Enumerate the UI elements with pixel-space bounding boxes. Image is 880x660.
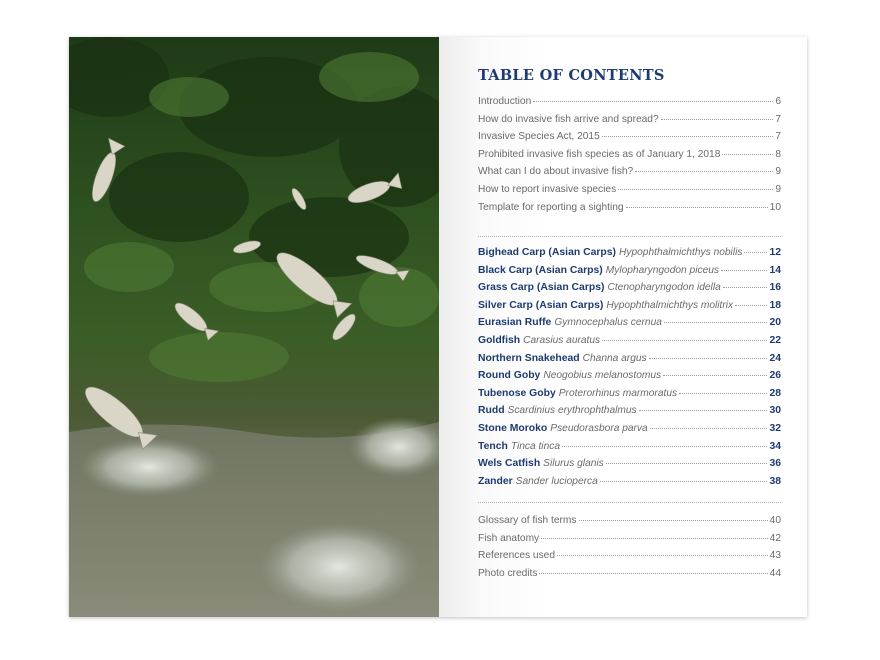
dot-leader	[557, 555, 768, 556]
dot-leader	[539, 573, 767, 574]
dot-leader	[562, 446, 767, 447]
species-entry	[478, 247, 781, 265]
species-common-name: Stone Moroko	[478, 422, 548, 434]
species-entry	[478, 317, 781, 335]
species-scientific-name: Pseudorasbora parva	[550, 422, 648, 434]
species-entry	[478, 458, 781, 476]
toc-page-number: 28	[769, 387, 781, 399]
toc-page-number: 9	[775, 183, 781, 195]
dot-leader	[606, 463, 768, 464]
booklet-spread	[69, 37, 807, 617]
dot-leader	[661, 119, 774, 120]
species-entry	[478, 441, 781, 459]
toc-page-number: 26	[769, 370, 781, 382]
species-entry	[478, 476, 781, 494]
toc-page-number: 9	[775, 166, 781, 178]
toc-entry	[478, 131, 781, 149]
toc-page-number: 38	[769, 475, 781, 487]
toc-entry	[478, 202, 781, 220]
toc-page-number: 22	[769, 334, 781, 346]
toc-entry-label: Prohibited invasive fish species as of January 1, 2018	[478, 148, 721, 160]
toc-page-number: 34	[769, 440, 781, 452]
toc-entry	[478, 533, 781, 551]
species-entry	[478, 353, 781, 371]
toc-page-number: 8	[775, 148, 781, 160]
species-common-name: Grass Carp (Asian Carps)	[478, 282, 605, 294]
dot-leader	[664, 322, 768, 323]
species-scientific-name: Hypophthalmichthys nobilis	[619, 247, 743, 258]
toc-page-number: 20	[769, 317, 781, 329]
dot-leader	[602, 340, 767, 341]
toc-page-number: 36	[769, 458, 781, 470]
dot-leader	[744, 252, 767, 253]
species-scientific-name: Proterorhinus marmoratus	[558, 387, 678, 399]
dot-leader	[679, 393, 767, 394]
toc-entry	[478, 515, 781, 533]
species-scientific-name: Mylopharyngodon piceus	[605, 264, 720, 276]
dot-leader	[579, 520, 768, 521]
splash-center	[259, 522, 419, 612]
species-entry	[478, 335, 781, 353]
species-scientific-name: Gymnocephalus cernua	[554, 317, 662, 329]
dot-leader	[723, 287, 768, 288]
species-scientific-name: Ctenopharyngodon idella	[607, 282, 721, 294]
species-common-name: Wels Catfish	[478, 458, 541, 470]
species-common-name: Zander	[478, 475, 513, 487]
toc-entry-label: Fish anatomy	[478, 532, 540, 544]
general-section	[478, 96, 781, 219]
toc-page-number: 24	[769, 352, 781, 364]
toc-entry	[478, 184, 781, 202]
toc-entry-label: Photo credits	[478, 567, 538, 579]
dot-leader	[649, 358, 768, 359]
species-scientific-name: Neogobius melanostomus	[543, 370, 662, 382]
species-scientific-name: Scardinius erythrophthalmus	[507, 405, 637, 417]
dot-leader	[639, 410, 768, 411]
toc-page-number: 44	[769, 567, 781, 579]
species-entry	[478, 265, 781, 283]
species-common-name: Eurasian Ruffe	[478, 317, 552, 329]
dot-leader	[618, 189, 773, 190]
back-matter-section	[478, 515, 781, 585]
species-common-name: Silver Carp (Asian Carps)	[478, 299, 604, 311]
toc-entry	[478, 96, 781, 114]
dot-leader	[735, 305, 767, 306]
toc-entry	[478, 568, 781, 586]
page-title: TABLE OF CONTENTS	[478, 67, 665, 84]
species-scientific-name: Silurus glanis	[543, 458, 604, 470]
toc-page-number: 10	[769, 201, 781, 213]
species-common-name: Round Goby	[478, 370, 541, 382]
species-common-name: Tubenose Goby	[478, 387, 556, 399]
toc-entry	[478, 550, 781, 568]
section-divider	[478, 236, 781, 237]
toc-entry	[478, 166, 781, 184]
toc-entry	[478, 114, 781, 132]
dot-leader	[663, 375, 767, 376]
species-common-name: Bighead Carp (Asian Carps)	[478, 247, 616, 258]
species-entry	[478, 388, 781, 406]
species-common-name: Northern Snakehead	[478, 352, 580, 364]
toc-page-number: 43	[769, 550, 781, 562]
photo-illustration	[69, 37, 439, 617]
toc-page-number: 7	[775, 113, 781, 125]
toc-page-number: 42	[769, 532, 781, 544]
dot-leader	[650, 428, 768, 429]
species-entry	[478, 282, 781, 300]
toc-page-number: 18	[769, 299, 781, 311]
toc-page-number: 40	[769, 515, 781, 526]
dot-leader	[602, 136, 774, 137]
species-entry	[478, 300, 781, 318]
toc-page-number: 30	[769, 405, 781, 417]
species-common-name: Rudd	[478, 405, 505, 417]
species-scientific-name: Sander lucioperca	[515, 475, 598, 487]
dot-leader	[541, 538, 768, 539]
species-section	[478, 247, 781, 493]
species-entry	[478, 370, 781, 388]
toc-entry	[478, 149, 781, 167]
toc-page-number: 14	[769, 264, 781, 276]
toc-page-number: 7	[775, 131, 781, 143]
toc-entry-label: Invasive Species Act, 2015	[478, 131, 600, 143]
dot-leader	[721, 270, 767, 271]
species-entry	[478, 423, 781, 441]
species-common-name: Tench	[478, 440, 508, 452]
table-of-contents-page	[439, 37, 807, 617]
toc-entry-label: Glossary of fish terms	[478, 515, 577, 526]
toc-entry-label: Introduction	[478, 96, 532, 107]
dot-leader	[635, 171, 773, 172]
toc-page-number: 6	[775, 96, 781, 107]
species-scientific-name: Channa argus	[582, 352, 647, 364]
toc-page-number: 12	[769, 247, 781, 258]
toc-entry-label: References used	[478, 550, 556, 562]
species-entry	[478, 405, 781, 423]
toc-page-number: 32	[769, 422, 781, 434]
dot-leader	[626, 207, 768, 208]
toc-entry-label: How do invasive fish arrive and spread?	[478, 113, 659, 125]
species-common-name: Goldfish	[478, 334, 521, 346]
toc-entry-label: How to report invasive species	[478, 183, 617, 195]
species-scientific-name: Carasius auratus	[523, 334, 601, 346]
species-scientific-name: Hypophthalmichthys molitrix	[606, 299, 734, 311]
dot-leader	[533, 101, 773, 102]
dot-leader	[600, 481, 768, 482]
leaping-carp-photo	[69, 37, 439, 617]
species-scientific-name: Tinca tinca	[510, 440, 560, 452]
dot-leader	[722, 154, 773, 155]
section-divider	[478, 502, 781, 503]
toc-entry-label: Template for reporting a sighting	[478, 201, 624, 213]
splash-left	[79, 437, 219, 497]
toc-entry-label: What can I do about invasive fish?	[478, 166, 634, 178]
species-common-name: Black Carp (Asian Carps)	[478, 264, 603, 276]
toc-page-number: 16	[769, 282, 781, 294]
